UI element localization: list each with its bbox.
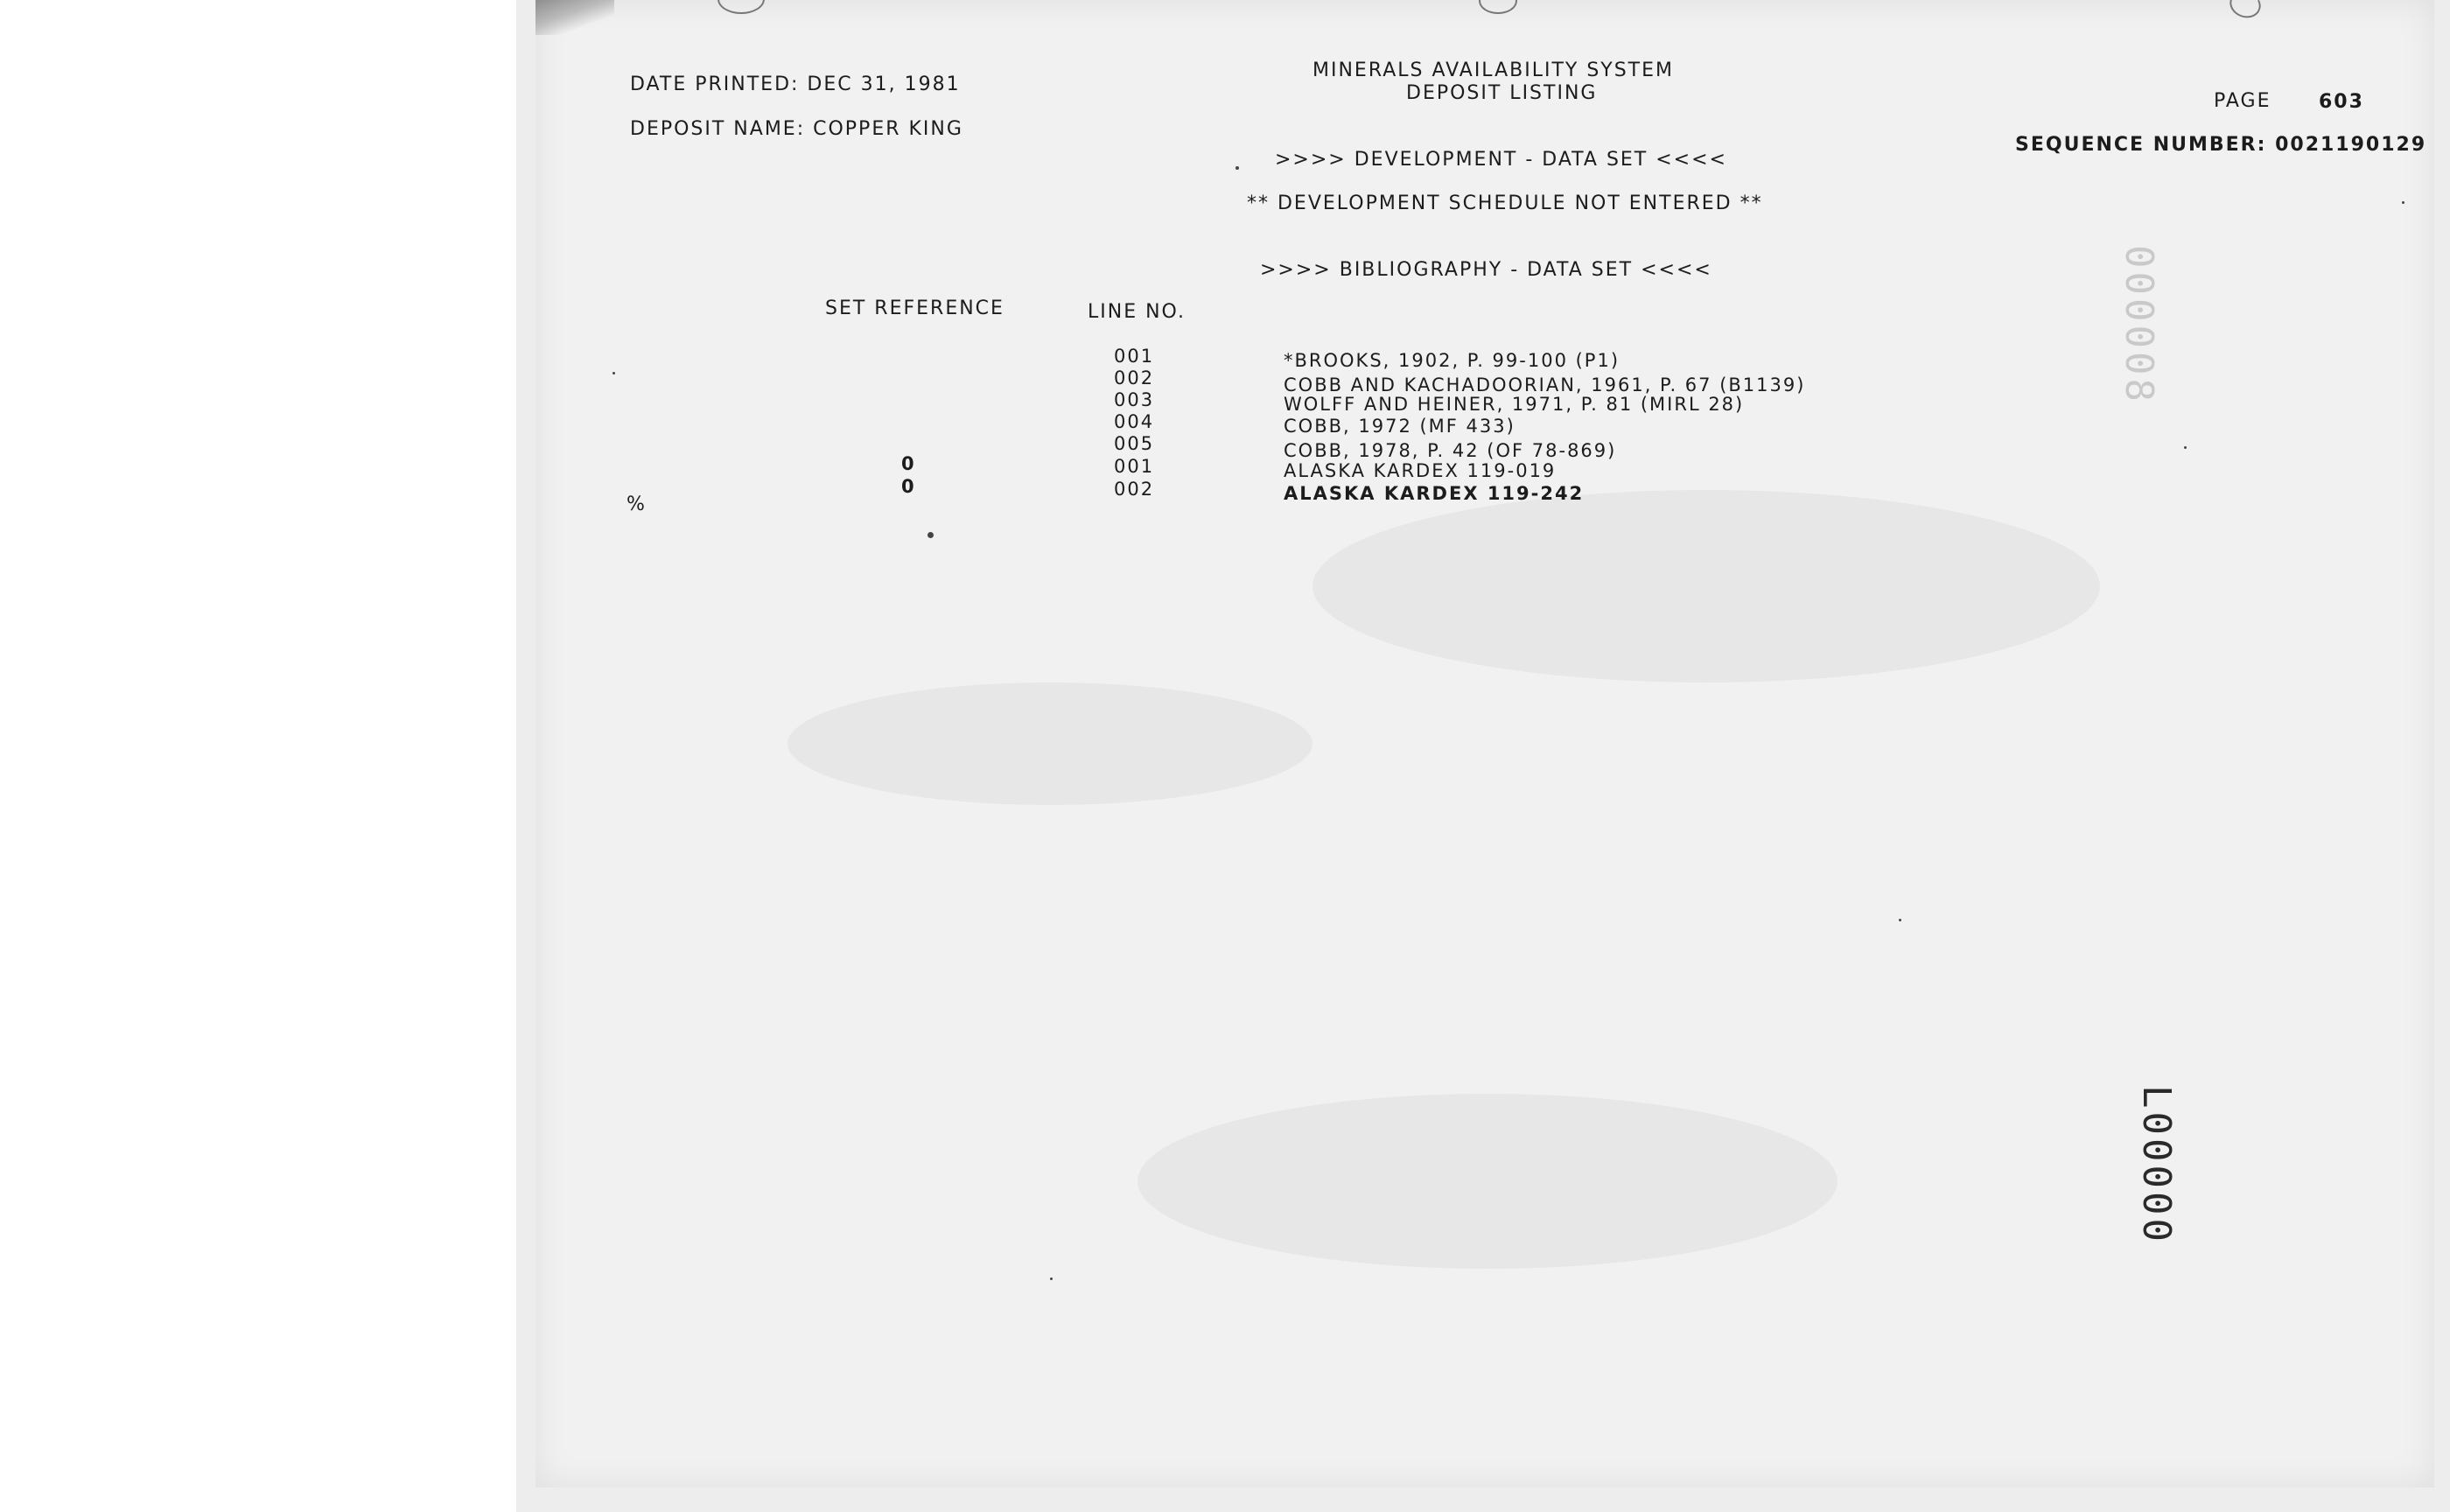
page-label: PAGE (2214, 90, 2272, 112)
set-cell: 0 (901, 476, 916, 497)
film-frame-stamp-faint: 000008 (2117, 245, 2161, 405)
set-cell: 0 (901, 453, 916, 474)
reference-cell: COBB, 1978, P. 42 (OF 78-869) (1284, 440, 1617, 461)
line-cell: 003 (1114, 389, 1155, 410)
sequence-number: SEQUENCE NUMBER: 0021190129 (2015, 134, 2427, 156)
dust-speck (2402, 201, 2404, 204)
dust-speck (1050, 1278, 1053, 1280)
column-header-set-reference: SET REFERENCE (825, 298, 1004, 319)
page-number: 603 (2319, 91, 2364, 113)
page-corner-shadow (536, 0, 614, 35)
scan-smudge (1138, 1094, 1838, 1269)
reference-cell: *BROOKS, 1902, P. 99-100 (P1) (1284, 350, 1620, 371)
line-cell: 001 (1114, 456, 1155, 477)
dust-speck (928, 532, 934, 538)
development-note: ** DEVELOPMENT SCHEDULE NOT ENTERED ** (1247, 192, 1763, 214)
dust-speck (1899, 919, 1901, 921)
scan-smudge (788, 682, 1312, 805)
scan-smudge (1312, 490, 2100, 682)
system-title: MINERALS AVAILABILITY SYSTEM (1312, 60, 1675, 81)
deposit-name: DEPOSIT NAME: COPPER KING (630, 118, 963, 140)
column-header-line-no: LINE NO. (1088, 301, 1186, 323)
margin-percent-mark: % (626, 494, 647, 515)
dust-speck (612, 372, 615, 374)
line-cell: 004 (1114, 411, 1155, 432)
bibliography-heading: >>>> BIBLIOGRAPHY - DATA SET <<<< (1260, 259, 1712, 281)
reference-cell: COBB AND KACHADOORIAN, 1961, P. 67 (B1139) (1284, 374, 1806, 396)
reference-cell: ALASKA KARDEX 119-019 (1284, 460, 1557, 481)
reference-cell: COBB, 1972 (MF 433) (1284, 416, 1516, 437)
reference-cell: ALASKA KARDEX 119-242 (1284, 483, 1585, 504)
listing-title: DEPOSIT LISTING (1406, 82, 1598, 104)
date-printed: DATE PRINTED: DEC 31, 1981 (630, 74, 961, 95)
film-frame-stamp: L00000 (2134, 1085, 2179, 1245)
reference-cell: WOLFF AND HEINER, 1971, P. 81 (MIRL 28) (1284, 394, 1745, 415)
line-cell: 002 (1114, 479, 1155, 500)
line-cell: 002 (1114, 368, 1155, 388)
line-cell: 001 (1114, 346, 1155, 367)
line-cell: 005 (1114, 433, 1155, 454)
dust-speck (1236, 166, 1239, 170)
development-heading: >>>> DEVELOPMENT - DATA SET <<<< (1275, 149, 1727, 171)
dust-speck (2184, 446, 2187, 449)
